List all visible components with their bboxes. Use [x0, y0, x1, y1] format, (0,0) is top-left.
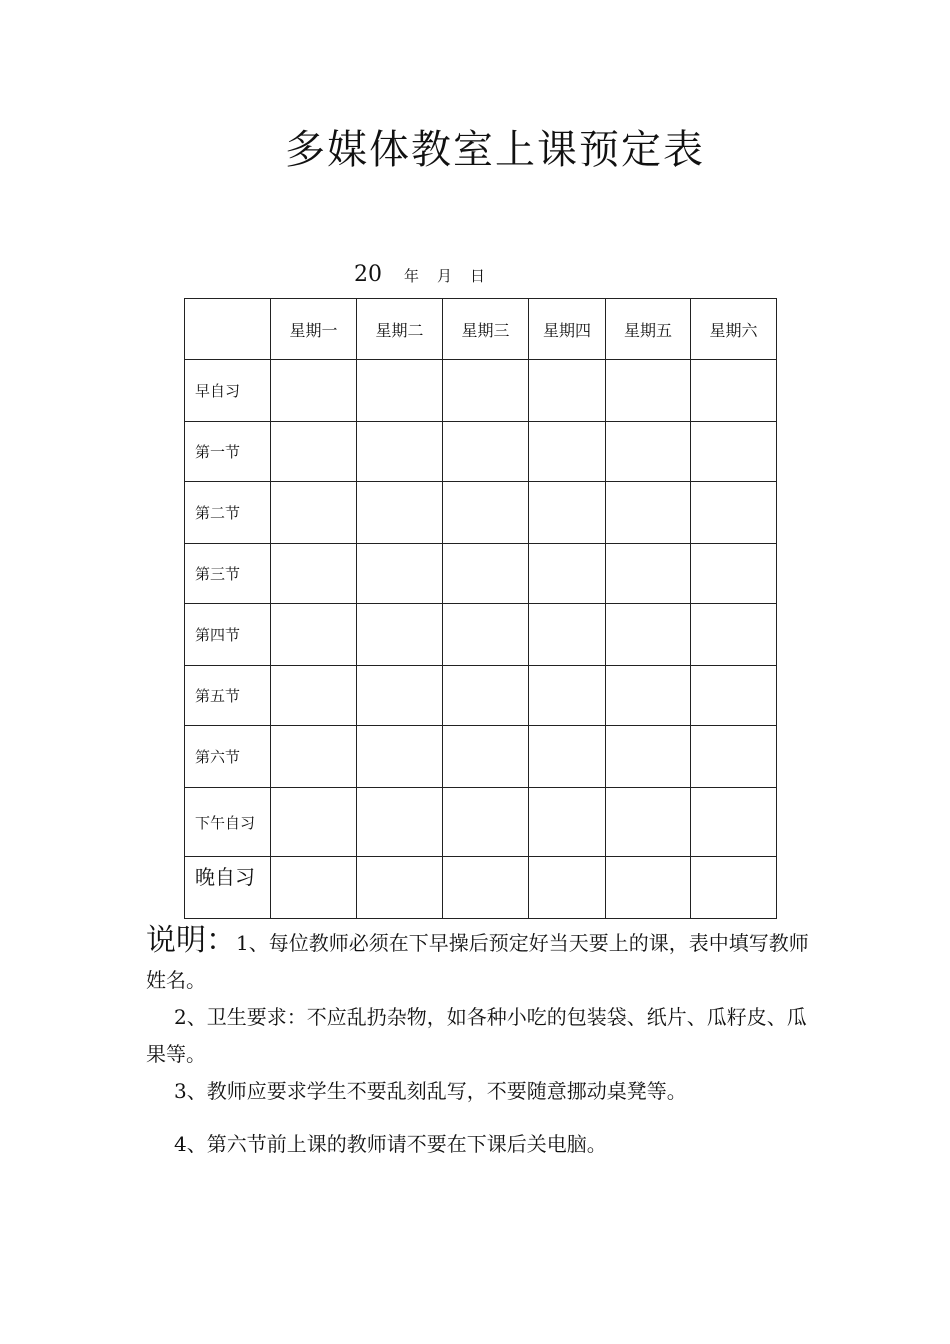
- table-row: [185, 666, 777, 726]
- table-row: [185, 482, 777, 544]
- booking-cell[interactable]: [357, 726, 443, 788]
- table-row: [185, 788, 777, 857]
- booking-cell[interactable]: [357, 604, 443, 666]
- booking-cell[interactable]: [691, 604, 777, 666]
- booking-cell[interactable]: [443, 666, 529, 726]
- booking-cell[interactable]: [357, 422, 443, 482]
- booking-cell[interactable]: [443, 788, 529, 857]
- booking-cell[interactable]: [271, 422, 357, 482]
- booking-cell[interactable]: [691, 788, 777, 857]
- booking-cell[interactable]: [529, 604, 606, 666]
- booking-cell[interactable]: [443, 604, 529, 666]
- note-item-2: 2、卫生要求：不应乱扔杂物，如各种小吃的包装袋、纸片、瓜籽皮、瓜果等。: [146, 1005, 807, 1066]
- booking-cell[interactable]: [529, 666, 606, 726]
- booking-cell[interactable]: [529, 788, 606, 857]
- row-label: 第六节: [185, 726, 271, 788]
- row-label: 下午自习: [185, 788, 271, 857]
- booking-cell[interactable]: [443, 857, 529, 919]
- booking-cell[interactable]: [357, 666, 443, 726]
- booking-cell[interactable]: [529, 422, 606, 482]
- booking-cell[interactable]: [691, 666, 777, 726]
- page-title: 多媒体教室上课预定表: [285, 127, 705, 173]
- booking-cell[interactable]: [443, 482, 529, 544]
- booking-cell[interactable]: [271, 788, 357, 857]
- row-label: 早自习: [185, 360, 271, 422]
- header-thursday: 星期四: [529, 299, 606, 360]
- header-monday: 星期一: [271, 299, 357, 360]
- booking-cell[interactable]: [357, 482, 443, 544]
- booking-cell[interactable]: [606, 360, 691, 422]
- date-month-unit: 月: [437, 267, 453, 285]
- row-label: 第四节: [185, 604, 271, 666]
- booking-cell[interactable]: [271, 666, 357, 726]
- table-header-row: [185, 299, 777, 360]
- booking-cell[interactable]: [691, 422, 777, 482]
- header-saturday: 星期六: [691, 299, 777, 360]
- row-label: 第五节: [185, 666, 271, 726]
- row-label: 第一节: [185, 422, 271, 482]
- date-day-unit: 日: [470, 267, 486, 285]
- booking-cell[interactable]: [606, 544, 691, 604]
- booking-cell[interactable]: [691, 360, 777, 422]
- booking-cell[interactable]: [529, 544, 606, 604]
- header-friday: 星期五: [606, 299, 691, 360]
- notes-heading: 说明：: [146, 923, 236, 958]
- header-tuesday: 星期二: [357, 299, 443, 360]
- date-year-unit: 年: [404, 267, 420, 285]
- booking-cell[interactable]: [271, 482, 357, 544]
- booking-cell[interactable]: [357, 544, 443, 604]
- table-row: [185, 422, 777, 482]
- booking-cell[interactable]: [606, 666, 691, 726]
- note-item-4: 4、第六节前上课的教师请不要在下课后关电脑。: [174, 1132, 607, 1156]
- table-row: [185, 544, 777, 604]
- table-row: [185, 726, 777, 788]
- booking-cell[interactable]: [357, 857, 443, 919]
- booking-cell[interactable]: [606, 604, 691, 666]
- note-item-1: [146, 922, 810, 999]
- booking-cell[interactable]: [271, 726, 357, 788]
- booking-cell[interactable]: [691, 544, 777, 604]
- booking-cell[interactable]: [606, 482, 691, 544]
- booking-cell[interactable]: [529, 726, 606, 788]
- booking-cell[interactable]: [443, 360, 529, 422]
- booking-cell[interactable]: [606, 422, 691, 482]
- row-label: 第二节: [185, 482, 271, 544]
- booking-cell[interactable]: [529, 857, 606, 919]
- date-year-prefix: 20: [354, 262, 382, 287]
- schedule-table: [184, 298, 777, 919]
- booking-cell[interactable]: [271, 360, 357, 422]
- row-label: 第三节: [185, 544, 271, 604]
- booking-cell[interactable]: [606, 726, 691, 788]
- booking-cell[interactable]: [271, 604, 357, 666]
- booking-cell[interactable]: [271, 544, 357, 604]
- booking-cell[interactable]: [691, 857, 777, 919]
- row-label: 晚自习: [185, 857, 271, 919]
- note-item-3: 3、教师应要求学生不要乱刻乱写，不要随意挪动桌凳等。: [174, 1079, 687, 1103]
- booking-cell[interactable]: [529, 360, 606, 422]
- booking-cell[interactable]: [271, 857, 357, 919]
- booking-cell[interactable]: [606, 857, 691, 919]
- booking-cell[interactable]: [357, 788, 443, 857]
- booking-cell[interactable]: [443, 726, 529, 788]
- booking-cell[interactable]: [691, 726, 777, 788]
- booking-cell[interactable]: [529, 482, 606, 544]
- booking-cell[interactable]: [606, 788, 691, 857]
- header-corner-cell: [185, 299, 271, 360]
- note-item-1-text: 1、每位教师必须在下早操后预定好当天要上的课，表中填写教师姓名。: [146, 931, 809, 992]
- table-row: [185, 604, 777, 666]
- booking-cell[interactable]: [357, 360, 443, 422]
- booking-cell[interactable]: [691, 482, 777, 544]
- date-line: [354, 262, 485, 288]
- notes-section: [146, 922, 810, 1163]
- booking-cell[interactable]: [443, 422, 529, 482]
- header-wednesday: 星期三: [443, 299, 529, 360]
- booking-cell[interactable]: [443, 544, 529, 604]
- table-row: [185, 360, 777, 422]
- table-row: [185, 857, 777, 919]
